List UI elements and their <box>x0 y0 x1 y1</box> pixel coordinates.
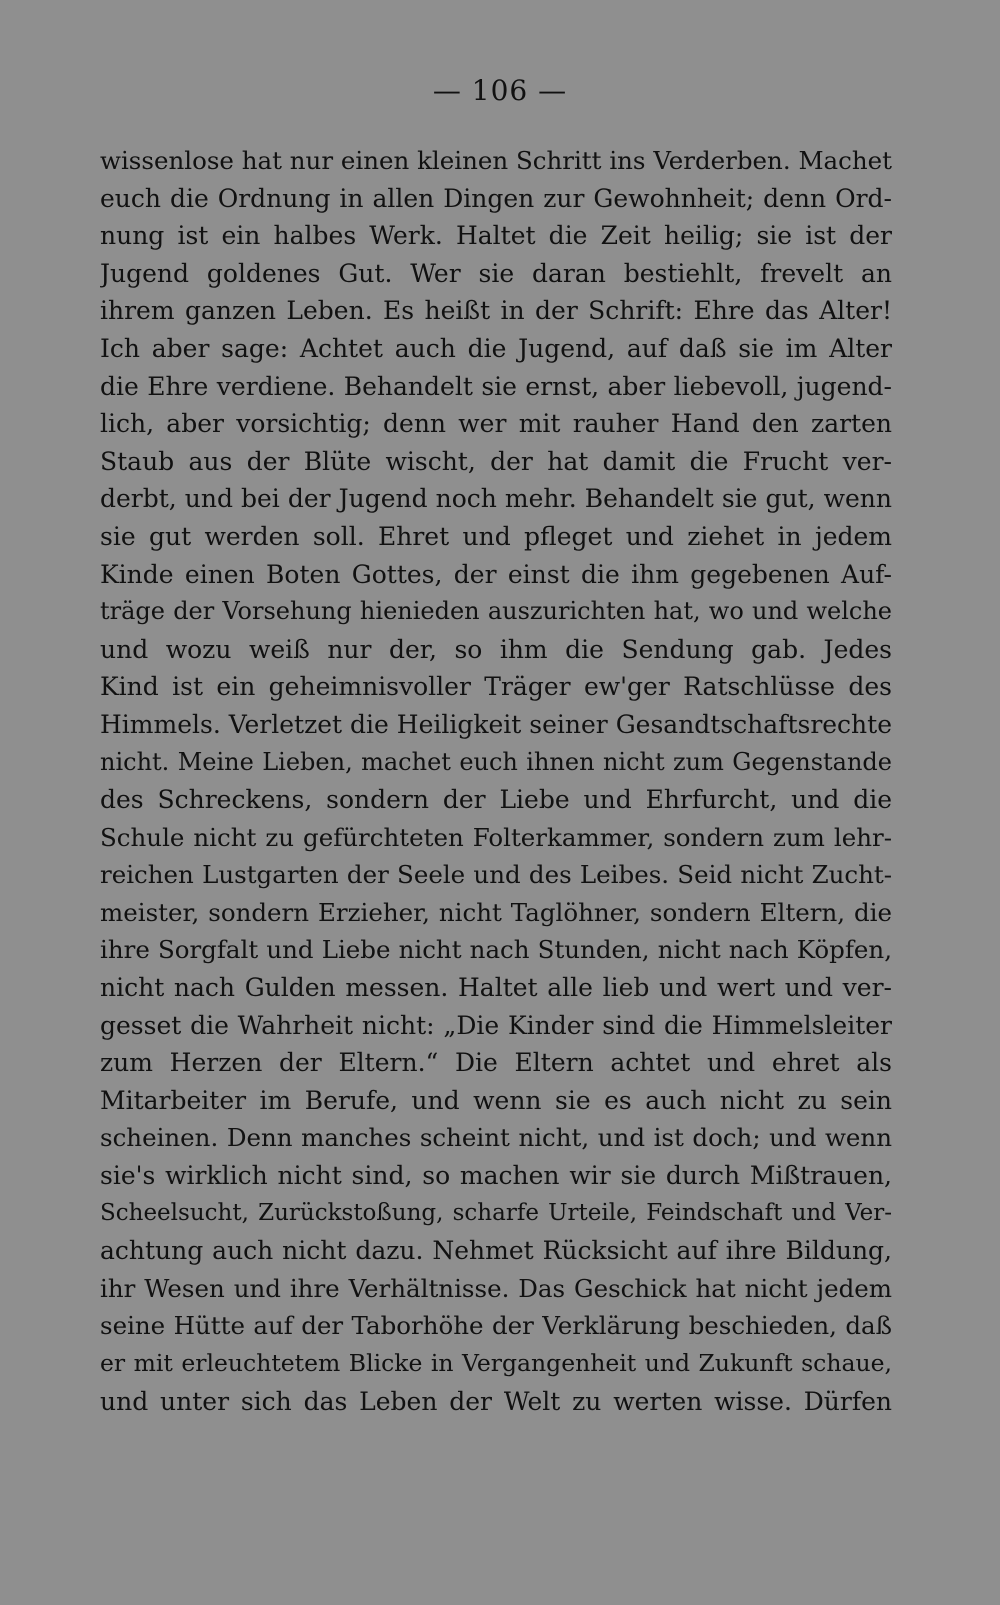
text-line: reichen Lustgarten der Seele und des Leibes. Seid nicht Zucht- <box>100 860 892 890</box>
text-line: nicht. Meine Lieben, machet euch ihnen nicht zum Gegenstande <box>100 747 892 776</box>
text-line: euch die Ordnung in allen Dingen zur Gewohnheit; denn Ord- <box>100 183 892 213</box>
text-line: lich, aber vorsichtig; denn wer mit rauher Hand den zarten <box>100 409 892 439</box>
text-line: die Ehre verdiene. Behandelt sie ernst, aber liebevoll, jugend- <box>100 371 892 401</box>
text-line: Mitarbeiter im Berufe, und wenn sie es auch nicht zu sein <box>100 1085 892 1115</box>
text-line: Ich aber sage: Achtet auch die Jugend, auf daß sie im Alter <box>100 333 892 363</box>
text-line: nung ist ein halbes Werk. Haltet die Zeit heilig; sie ist der <box>100 221 892 251</box>
text-line: des Schreckens, sondern der Liebe und Ehrfurcht, und die <box>100 785 892 815</box>
text-line: er mit erleuchtetem Blicke in Vergangenheit und Zukunft schaue, <box>100 1349 892 1377</box>
text-line: träge der Vorsehung hienieden auszurichten hat, wo und welche <box>100 597 892 626</box>
body-text <box>100 142 892 1420</box>
page-number: — 106 — <box>432 74 568 107</box>
text-line: und wozu weiß nur der, so ihm die Sendung gab. Jedes <box>100 634 892 664</box>
text-line: ihr Wesen und ihre Verhältnisse. Das Geschick hat nicht jedem <box>100 1273 892 1303</box>
text-line: seine Hütte auf der Taborhöhe der Verklärung beschieden, daß <box>100 1311 892 1341</box>
text-line: achtung auch nicht dazu. Nehmet Rücksicht auf ihre Bildung, <box>100 1236 892 1266</box>
text-line: Schule nicht zu gefürchteten Folterkammer, sondern zum lehr- <box>100 822 892 852</box>
text-line: Kinde einen Boten Gottes, der einst die ihm gegebenen Auf- <box>100 559 892 589</box>
text-line: Staub aus der Blüte wischt, der hat damit die Frucht ver- <box>100 446 892 476</box>
text-line: sie gut werden soll. Ehret und pfleget und ziehet in jedem <box>100 521 892 551</box>
text-line: Kind ist ein geheimnisvoller Träger ew'ger Ratschlüsse des <box>100 672 892 702</box>
text-line: sie's wirklich nicht sind, so machen wir sie durch Mißtrauen, <box>100 1161 892 1191</box>
text-line: Himmels. Verletzet die Heiligkeit seiner Gesandtschaftsrechte <box>100 709 892 739</box>
text-line: meister, sondern Erzieher, nicht Taglöhner, sondern Eltern, die <box>100 897 892 927</box>
text-line: und unter sich das Leben der Welt zu werten wisse. Dürfen <box>100 1386 892 1416</box>
text-line: gesset die Wahrheit nicht: „Die Kinder sind die Himmelsleiter <box>100 1010 892 1040</box>
text-line: ihrem ganzen Leben. Es heißt in der Schrift: Ehre das Alter! <box>100 296 892 326</box>
text-line: nicht nach Gulden messen. Haltet alle lieb und wert und ver- <box>100 973 892 1003</box>
text-line: scheinen. Denn manches scheint nicht, und ist doch; und wenn <box>100 1123 892 1153</box>
text-line: derbt, und bei der Jugend noch mehr. Behandelt sie gut, wenn <box>100 484 892 514</box>
text-line: Scheelsucht, Zurückstoßung, scharfe Urteile, Feindschaft und Ver- <box>100 1199 892 1226</box>
text-line: wissenlose hat nur einen kleinen Schritt ins Verderben. Machet <box>100 146 892 175</box>
text-line: ihre Sorgfalt und Liebe nicht nach Stunden, nicht nach Köpfen, <box>100 935 892 965</box>
text-line: zum Herzen der Eltern.“ Die Eltern achtet und ehret als <box>100 1048 892 1078</box>
text-line: Jugend goldenes Gut. Wer sie daran bestiehlt, frevelt an <box>100 258 892 288</box>
